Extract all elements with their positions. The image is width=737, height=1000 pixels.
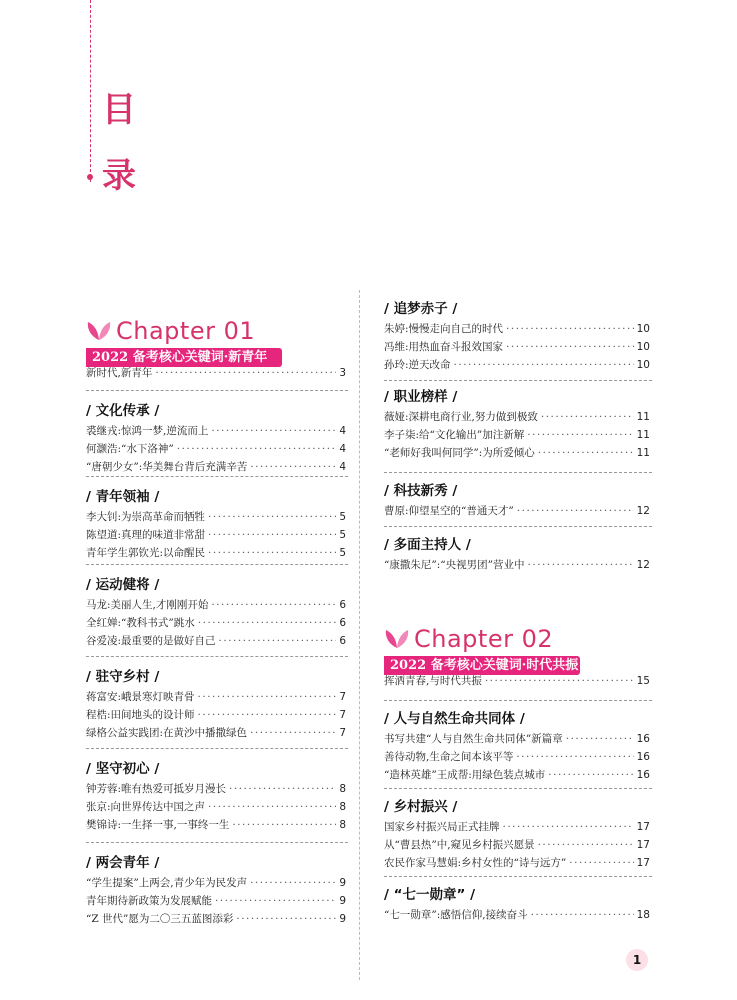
entry-page: 10 xyxy=(636,323,650,335)
section-divider xyxy=(86,390,348,391)
dot-leader xyxy=(516,748,633,766)
section-july-first-medal xyxy=(384,884,650,924)
section-hosts xyxy=(384,534,650,574)
section-divider xyxy=(384,700,652,701)
entry-page: 4 xyxy=(339,425,346,437)
dot-leader xyxy=(531,906,634,924)
entry-title: 李大钊:为崇高革命而牺牲 xyxy=(86,511,206,523)
toc-entry[interactable] xyxy=(384,556,650,574)
section-two-sessions-youth xyxy=(86,852,346,928)
toc-entry[interactable] xyxy=(384,426,650,444)
column-separator xyxy=(359,290,360,980)
section-divider xyxy=(384,472,652,473)
entry-title: 善待动物,生命之间本该平等 xyxy=(384,751,514,763)
dot-leader xyxy=(232,816,336,834)
toc-entry[interactable] xyxy=(384,748,650,766)
dot-leader xyxy=(229,780,336,798)
entry-title: 薇娅:深耕电商行业,努力做到极致 xyxy=(384,411,538,423)
dot-leader xyxy=(566,730,634,748)
entry-title: 樊锦诗:一生择一事,一事终一生 xyxy=(86,819,230,831)
section-athletes xyxy=(86,574,346,650)
toc-entry[interactable] xyxy=(384,408,650,426)
dot-leader xyxy=(250,458,336,476)
dot-leader xyxy=(236,910,336,928)
entry-title: 李子柒:给“文化输出”加注新解 xyxy=(384,429,525,441)
entry-title: 裘继戎:惊鸿一梦,逆流而上 xyxy=(86,425,209,437)
dot-leader xyxy=(198,706,337,724)
dot-leader xyxy=(208,508,336,526)
entry-page: 7 xyxy=(339,727,346,739)
toc-entry[interactable] xyxy=(86,892,346,910)
section-original-aspiration xyxy=(86,758,346,834)
toc-entry[interactable] xyxy=(86,780,346,798)
section-divider xyxy=(86,748,348,749)
dot-leader xyxy=(219,632,337,650)
toc-entry[interactable] xyxy=(86,544,346,562)
dot-leader xyxy=(517,502,634,520)
entry-page: 5 xyxy=(339,529,346,541)
dot-leader xyxy=(538,836,634,854)
section-divider xyxy=(86,564,348,565)
toc-entry[interactable] xyxy=(86,632,346,650)
entry-page: 7 xyxy=(339,709,346,721)
page-number: 1 xyxy=(626,949,648,971)
entry-title: 朱婷:慢慢走向自己的时代 xyxy=(384,323,504,335)
section-divider xyxy=(86,656,348,657)
entry-page: 11 xyxy=(636,429,650,441)
toc-entry[interactable] xyxy=(384,356,650,374)
dot-leader xyxy=(211,596,336,614)
entry-page: 11 xyxy=(636,411,650,423)
toc-entry[interactable] xyxy=(384,854,650,872)
section-tech-stars xyxy=(384,480,650,520)
entry-title: 钟芳蓉:唯有热爱可抵岁月漫长 xyxy=(86,783,227,795)
toc-entry[interactable] xyxy=(384,320,650,338)
dot-leader xyxy=(506,338,634,356)
section-divider xyxy=(384,526,652,527)
toc-entry[interactable] xyxy=(86,688,346,706)
entry-title: “唐朝少女”:华美舞台背后充满辛苦 xyxy=(86,461,248,473)
entry-title: 程梏:田间地头的设计师 xyxy=(86,709,195,721)
entry-page: 5 xyxy=(339,547,346,559)
section-divider xyxy=(384,788,652,789)
dot-leader xyxy=(527,426,633,444)
toc-entry[interactable] xyxy=(86,874,346,892)
entry-page: 7 xyxy=(339,691,346,703)
entry-title: “康撒朱尼”:“央视男团”营业中 xyxy=(384,559,525,571)
section-title: / 运动健将 / xyxy=(86,577,160,593)
toc-entry[interactable] xyxy=(384,818,650,836)
section-title: / 两会青年 / xyxy=(86,855,160,871)
entry-title: 马龙:美丽人生,才刚刚开始 xyxy=(86,599,209,611)
section-title: / 坚守初心 / xyxy=(86,761,160,777)
toc-entry[interactable] xyxy=(86,614,346,632)
leaf-icon xyxy=(86,320,112,342)
entry-page: 11 xyxy=(636,447,650,459)
entry-title: 蒋富安:峨景寒灯映青骨 xyxy=(86,691,195,703)
dot-leader xyxy=(211,422,336,440)
entry-title: 书写共建“人与自然生命共同体”新篇章 xyxy=(384,733,563,745)
lead-entry-block xyxy=(86,364,346,382)
section-title: / 追梦赤子 / xyxy=(384,301,458,317)
section-rural-posts xyxy=(86,666,346,742)
section-title: / “七一勋章” / xyxy=(384,887,476,903)
entry-page: 16 xyxy=(636,769,650,781)
chapter-01-header xyxy=(86,316,282,367)
page-title-char-1: 目 xyxy=(102,90,136,130)
dot-leader xyxy=(198,688,337,706)
section-title: / 文化传承 / xyxy=(86,403,160,419)
entry-page: 9 xyxy=(339,895,346,907)
toc-entry[interactable] xyxy=(86,910,346,928)
toc-entry[interactable] xyxy=(384,836,650,854)
toc-entry[interactable] xyxy=(86,508,346,526)
dot-leader xyxy=(528,556,634,574)
lead-entry-block xyxy=(384,672,650,690)
chapter-subtitle-band: 2022 备考核心关键词·时代共振 xyxy=(384,656,580,675)
title-dashed-line xyxy=(90,0,91,182)
toc-entry[interactable] xyxy=(384,672,650,690)
entry-page: 10 xyxy=(636,359,650,371)
entry-title: 全红婵:“教科书式”跳水 xyxy=(86,617,195,629)
entry-title: 挥洒青春,与时代共振 xyxy=(384,675,482,687)
entry-page: 4 xyxy=(339,443,346,455)
toc-entry[interactable] xyxy=(86,724,346,742)
toc-entry[interactable] xyxy=(86,526,346,544)
toc-entry[interactable] xyxy=(384,766,650,784)
entry-page: 5 xyxy=(339,511,346,523)
entry-page: 4 xyxy=(339,461,346,473)
section-divider xyxy=(86,476,348,477)
chapter-subtitle-band: 2022 备考核心关键词·新青年 xyxy=(86,348,282,367)
entry-page: 12 xyxy=(636,505,650,517)
dot-leader xyxy=(485,672,634,690)
toc-entry[interactable] xyxy=(384,502,650,520)
entry-page: 10 xyxy=(636,341,650,353)
entry-title: 农民作家马慧娟:乡村女性的“诗与远方” xyxy=(384,857,567,869)
entry-title: “七一勋章”:感悟信仰,接续奋斗 xyxy=(384,909,528,921)
dot-leader xyxy=(541,408,634,426)
toc-entry[interactable] xyxy=(86,440,346,458)
dot-leader xyxy=(454,356,634,374)
section-youth-leaders xyxy=(86,486,346,562)
entry-title: 新时代,新青年 xyxy=(86,367,153,379)
dot-leader xyxy=(208,526,336,544)
dot-leader xyxy=(250,874,336,892)
entry-page: 16 xyxy=(636,733,650,745)
toc-entry[interactable] xyxy=(86,706,346,724)
entry-title: “Z 世代”愿为二〇三五蓝图添彩 xyxy=(86,913,234,925)
section-title: / 驻守乡村 / xyxy=(86,669,160,685)
toc-entry[interactable] xyxy=(86,364,346,382)
entry-page: 16 xyxy=(636,751,650,763)
section-career-models xyxy=(384,386,650,462)
section-divider xyxy=(384,876,652,877)
toc-entry[interactable] xyxy=(86,458,346,476)
section-divider xyxy=(86,842,348,843)
entry-page: 17 xyxy=(636,821,650,833)
chapter-label: Chapter 02 xyxy=(414,625,554,653)
entry-title: “学生提案”上两会,青少年为民发声 xyxy=(86,877,248,889)
toc-entry[interactable] xyxy=(86,596,346,614)
entry-title: 谷爱凌:最重要的是做好自己 xyxy=(86,635,216,647)
entry-page: 6 xyxy=(339,635,346,647)
toc-entry[interactable] xyxy=(384,730,650,748)
section-title: / 职业榜样 / xyxy=(384,389,458,405)
dot-leader xyxy=(215,892,336,910)
leaf-icon xyxy=(384,628,410,650)
entry-page: 9 xyxy=(339,877,346,889)
dot-leader xyxy=(506,320,634,338)
entry-title: 冯维:用热血奋斗报效国家 xyxy=(384,341,504,353)
entry-title: 青年学生郭钦光:以命醒民 xyxy=(86,547,206,559)
dot-leader xyxy=(208,798,336,816)
entry-title: 陈望道:真理的味道非常甜 xyxy=(86,529,206,541)
dot-leader xyxy=(503,818,634,836)
entry-page: 15 xyxy=(636,675,650,687)
toc-entry[interactable] xyxy=(384,906,650,924)
entry-title: 孙玲:逆天改命 xyxy=(384,359,451,371)
toc-entry[interactable] xyxy=(86,816,346,834)
toc-entry[interactable] xyxy=(384,338,650,356)
entry-title: 国家乡村振兴局正式挂牌 xyxy=(384,821,500,833)
entry-page: 8 xyxy=(339,801,346,813)
entry-page: 9 xyxy=(339,913,346,925)
dot-leader xyxy=(208,544,336,562)
entry-page: 18 xyxy=(636,909,650,921)
entry-page: 8 xyxy=(339,819,346,831)
entry-page: 17 xyxy=(636,857,650,869)
entry-title: 曹原:仰望星空的“普通天才” xyxy=(384,505,514,517)
toc-entry[interactable] xyxy=(384,444,650,462)
entry-title: “老师好我叫何同学”:为所爱倾心 xyxy=(384,447,535,459)
entry-page: 12 xyxy=(636,559,650,571)
dot-leader xyxy=(155,364,336,382)
section-title: / 青年领袖 / xyxy=(86,489,160,505)
section-dream-chasers xyxy=(384,298,650,374)
entry-title: 从“曹县热”中,窥见乡村振兴愿景 xyxy=(384,839,535,851)
toc-entry[interactable] xyxy=(86,422,346,440)
section-title: / 科技新秀 / xyxy=(384,483,458,499)
entry-title: 何灏浩:“水下洛神” xyxy=(86,443,174,455)
title-dot xyxy=(87,174,93,180)
dot-leader xyxy=(548,766,633,784)
entry-title: 张京:向世界传达中国之声 xyxy=(86,801,206,813)
section-title: / 乡村振兴 / xyxy=(384,799,458,815)
entry-page: 6 xyxy=(339,617,346,629)
chapter-label: Chapter 01 xyxy=(116,317,256,345)
entry-title: 青年期待新政策为发展赋能 xyxy=(86,895,212,907)
page-title-char-2: 录 xyxy=(102,156,136,196)
entry-page: 17 xyxy=(636,839,650,851)
dot-leader xyxy=(250,724,336,742)
entry-page: 3 xyxy=(339,367,346,379)
section-culture xyxy=(86,400,346,476)
dot-leader xyxy=(538,444,634,462)
entry-title: “造林英雄”王成帮:用绿色装点城市 xyxy=(384,769,546,781)
section-rural-revitalization xyxy=(384,796,650,872)
dot-leader xyxy=(198,614,337,632)
section-divider xyxy=(384,380,652,381)
dot-leader xyxy=(177,440,337,458)
toc-entry[interactable] xyxy=(86,798,346,816)
dot-leader xyxy=(569,854,633,872)
section-title: / 人与自然生命共同体 / xyxy=(384,711,525,727)
chapter-02-header xyxy=(384,624,580,675)
entry-page: 8 xyxy=(339,783,346,795)
entry-page: 6 xyxy=(339,599,346,611)
entry-title: 绿格公益实践团:在黄沙中播撒绿色 xyxy=(86,727,248,739)
section-title: / 多面主持人 / xyxy=(384,537,471,553)
section-nature-community xyxy=(384,708,650,784)
